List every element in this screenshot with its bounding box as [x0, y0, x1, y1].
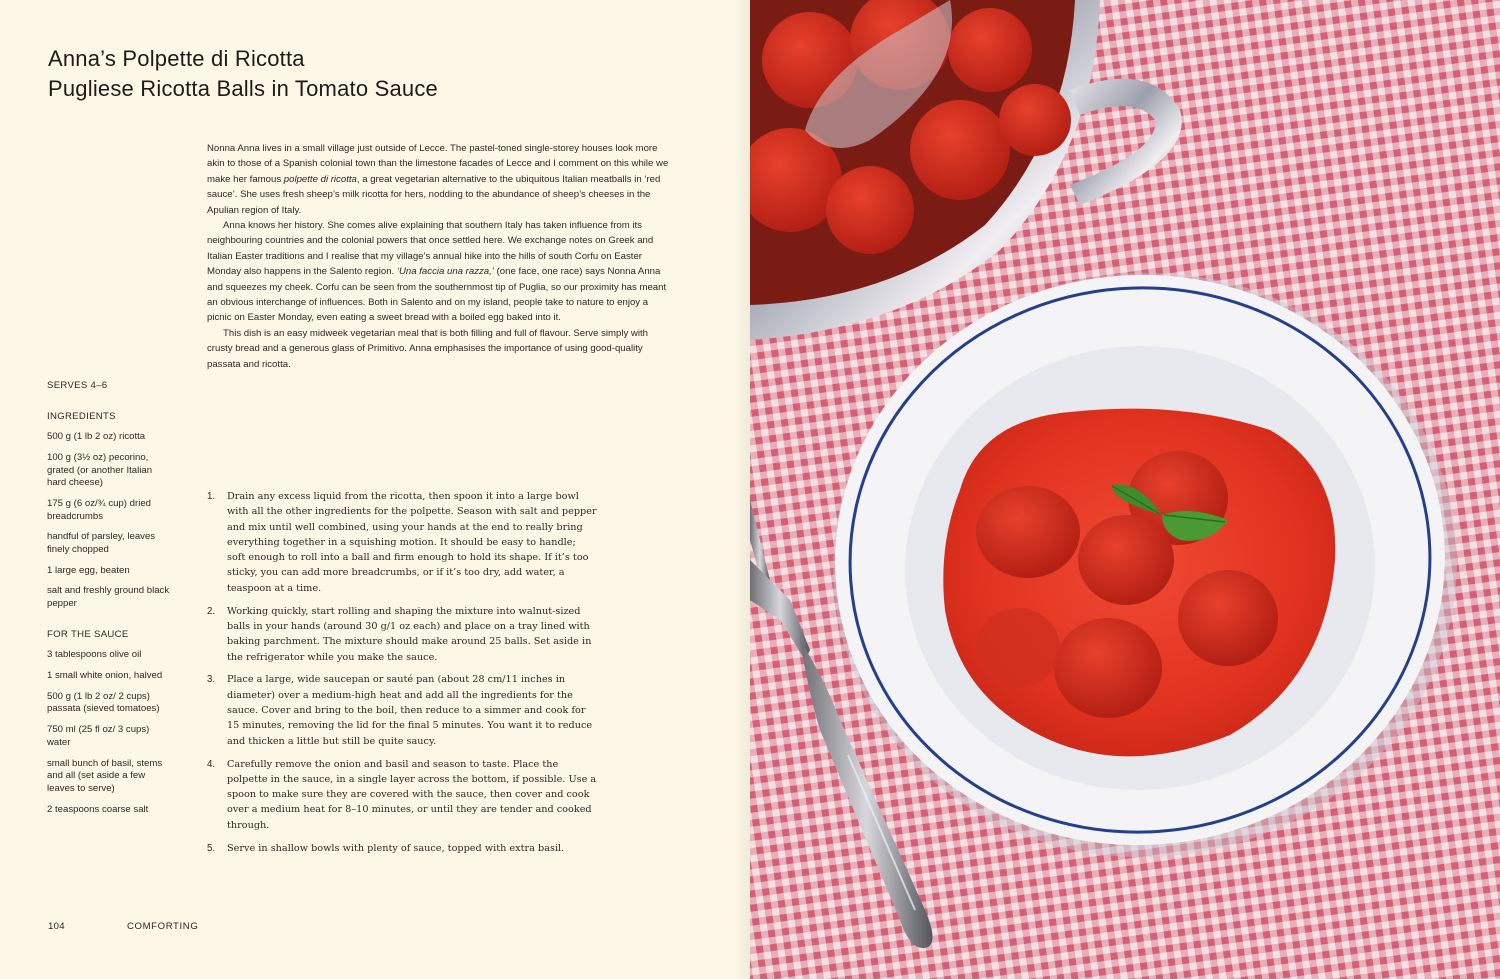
ingredient-item: 1 large egg, beaten	[47, 564, 130, 576]
ingredient-item: handful of parsley, leaves finely chopped	[47, 531, 156, 555]
serves-label: SERVES 4–6	[47, 380, 108, 391]
ingredients-panel	[47, 380, 172, 824]
intro-paragraph-3: This dish is an easy midweek vegetarian meal that is both filling and full of flavour. Serve simply with crusty bread and a generous glass of Primitivo. Anna emphasises the importance of using good-quality passata and ricotta.	[207, 327, 648, 370]
ingredients-heading: INGREDIENTS	[47, 410, 116, 422]
step-text: Drain any excess liquid from the ricotta, then spoon it into a large bowl with all the other ingredients for the polpette. Season with salt and pepper and mix until well combined, using your hands at the end to really bring everything together in a squishing motion. It should be easy to handle; soft enough to roll into a ball and firm enough to hold its shape. If it’s too sticky, you can add more breadcrumbs, or if it’s too dry, add water, a teaspoon at a time.	[227, 491, 597, 594]
food-photo-illustration	[750, 0, 1500, 979]
step-number: 1.	[207, 491, 216, 502]
step-number: 4.	[207, 758, 216, 770]
ingredient-item: 100 g (3½ oz) pecorino, grated (or another Italian hard cheese)	[47, 451, 153, 489]
step-number: 5.	[207, 842, 216, 854]
food-photo	[750, 0, 1500, 979]
method-step	[207, 841, 597, 856]
sauce-ingredient-item: 3 tablespoons olive oil	[47, 649, 142, 661]
step-text: Working quickly, start rolling and shaping the mixture into walnut-sized balls in your hands (around 30 g/1 oz each) and place on a tray lined with baking parchment. The mixture should make around 25 balls. Set aside in the refrigerator while you make the sauce.	[227, 605, 592, 663]
page-gutter-shadow	[735, 0, 750, 979]
step-number: 2.	[207, 605, 216, 617]
step-text: Serve in shallow bowls with plenty of sauce, topped with extra basil.	[227, 842, 565, 854]
sauce-ingredient-item: 2 teaspoons coarse salt	[47, 803, 149, 815]
method-step	[207, 672, 597, 748]
ingredient-item: salt and freshly ground black pepper	[47, 585, 170, 610]
section-name: COMFORTING	[127, 921, 199, 932]
recipe-subtitle: Pugliese Ricotta Balls in Tomato Sauce	[48, 76, 438, 101]
sauce-ingredient-item: 750 ml (25 fl oz/ 3 cups) water	[47, 724, 150, 748]
sauce-ingredient-item: 1 small white onion, halved	[47, 670, 163, 682]
sauce-ingredient-item: 500 g (1 lb 2 oz/ 2 cups) passata (sieved tomatoes)	[47, 690, 160, 715]
ingredients-list	[47, 431, 172, 610]
method-step	[207, 604, 597, 665]
page-number: 104	[48, 921, 65, 932]
method-steps	[207, 489, 597, 864]
intro-paragraph-2: Anna knows her history. She comes alive explaining that southern Italy has taken influence from its neighbouring countries and the colonial powers that once settled here. We exchange notes on Greek and Italian Easter traditions and I realise that my village’s annual hike into the hills of south Corfu on Easter Monday also happens in the Salento region. ‘Una faccia una razza,’ (one face, one race) says Nonna Anna and squeezes my cheek. Corfu can be seen from the southernmost tip of Puglia, so our proximity has meant an obvious interchange of influences. Both in Salento and on my island, people take to nature to enjoy a picnic on Easter Monday, even eating a sweet bread with a boiled egg baked into it.	[207, 220, 667, 324]
step-text: Carefully remove the onion and basil and season to taste. Place the polpette in the sauce, in a single layer across the bottom, if possible. Use a spoon to make sure they are covered with the sauce, then cover and cook over a medium heat for 8–10 minutes, or until they are tender and cooked through.	[227, 758, 597, 831]
ingredient-item: 175 g (6 oz/¾ cup) dried breadcrumbs	[47, 497, 151, 522]
sauce-ingredient-item: small bunch of basil, stems and all (set aside a few leaves to serve)	[47, 757, 163, 794]
recipe-intro	[207, 141, 675, 372]
sauce-ingredients-list	[47, 649, 172, 816]
step-number: 3.	[207, 674, 216, 686]
sauce-heading: FOR THE SAUCE	[47, 628, 129, 640]
intro-paragraph-1: Nonna Anna lives in a small village just outside of Lecce. The pastel-toned single-storey houses look more akin to those of a Spanish colonial town than the limestone facades of Lecce and I comment on this while we make her famous polpette di ricotta, a great vegetarian alternative to the ubiquitous Italian meatballs in ‘red sauce’. She uses fresh sheep’s milk ricotta for hers, nodding to the abundance of sheep’s cheeses in the Apulian region of Italy.	[207, 143, 669, 216]
method-step	[207, 757, 597, 833]
ingredient-item: 500 g (1 lb 2 oz) ricotta	[47, 431, 146, 443]
step-text: Place a large, wide saucepan or sauté pan (about 28 cm/11 inches in diameter) over a medium-high heat and add all the ingredients for the sauce. Cover and bring to the boil, then reduce to a simmer and cook for 15 minutes, removing the lid for the final 5 minutes. You want it to reduce and thicken a little but still be quite saucy.	[227, 674, 593, 747]
recipe-title: Anna’s Polpette di Ricotta	[48, 46, 305, 71]
method-step	[207, 489, 597, 596]
